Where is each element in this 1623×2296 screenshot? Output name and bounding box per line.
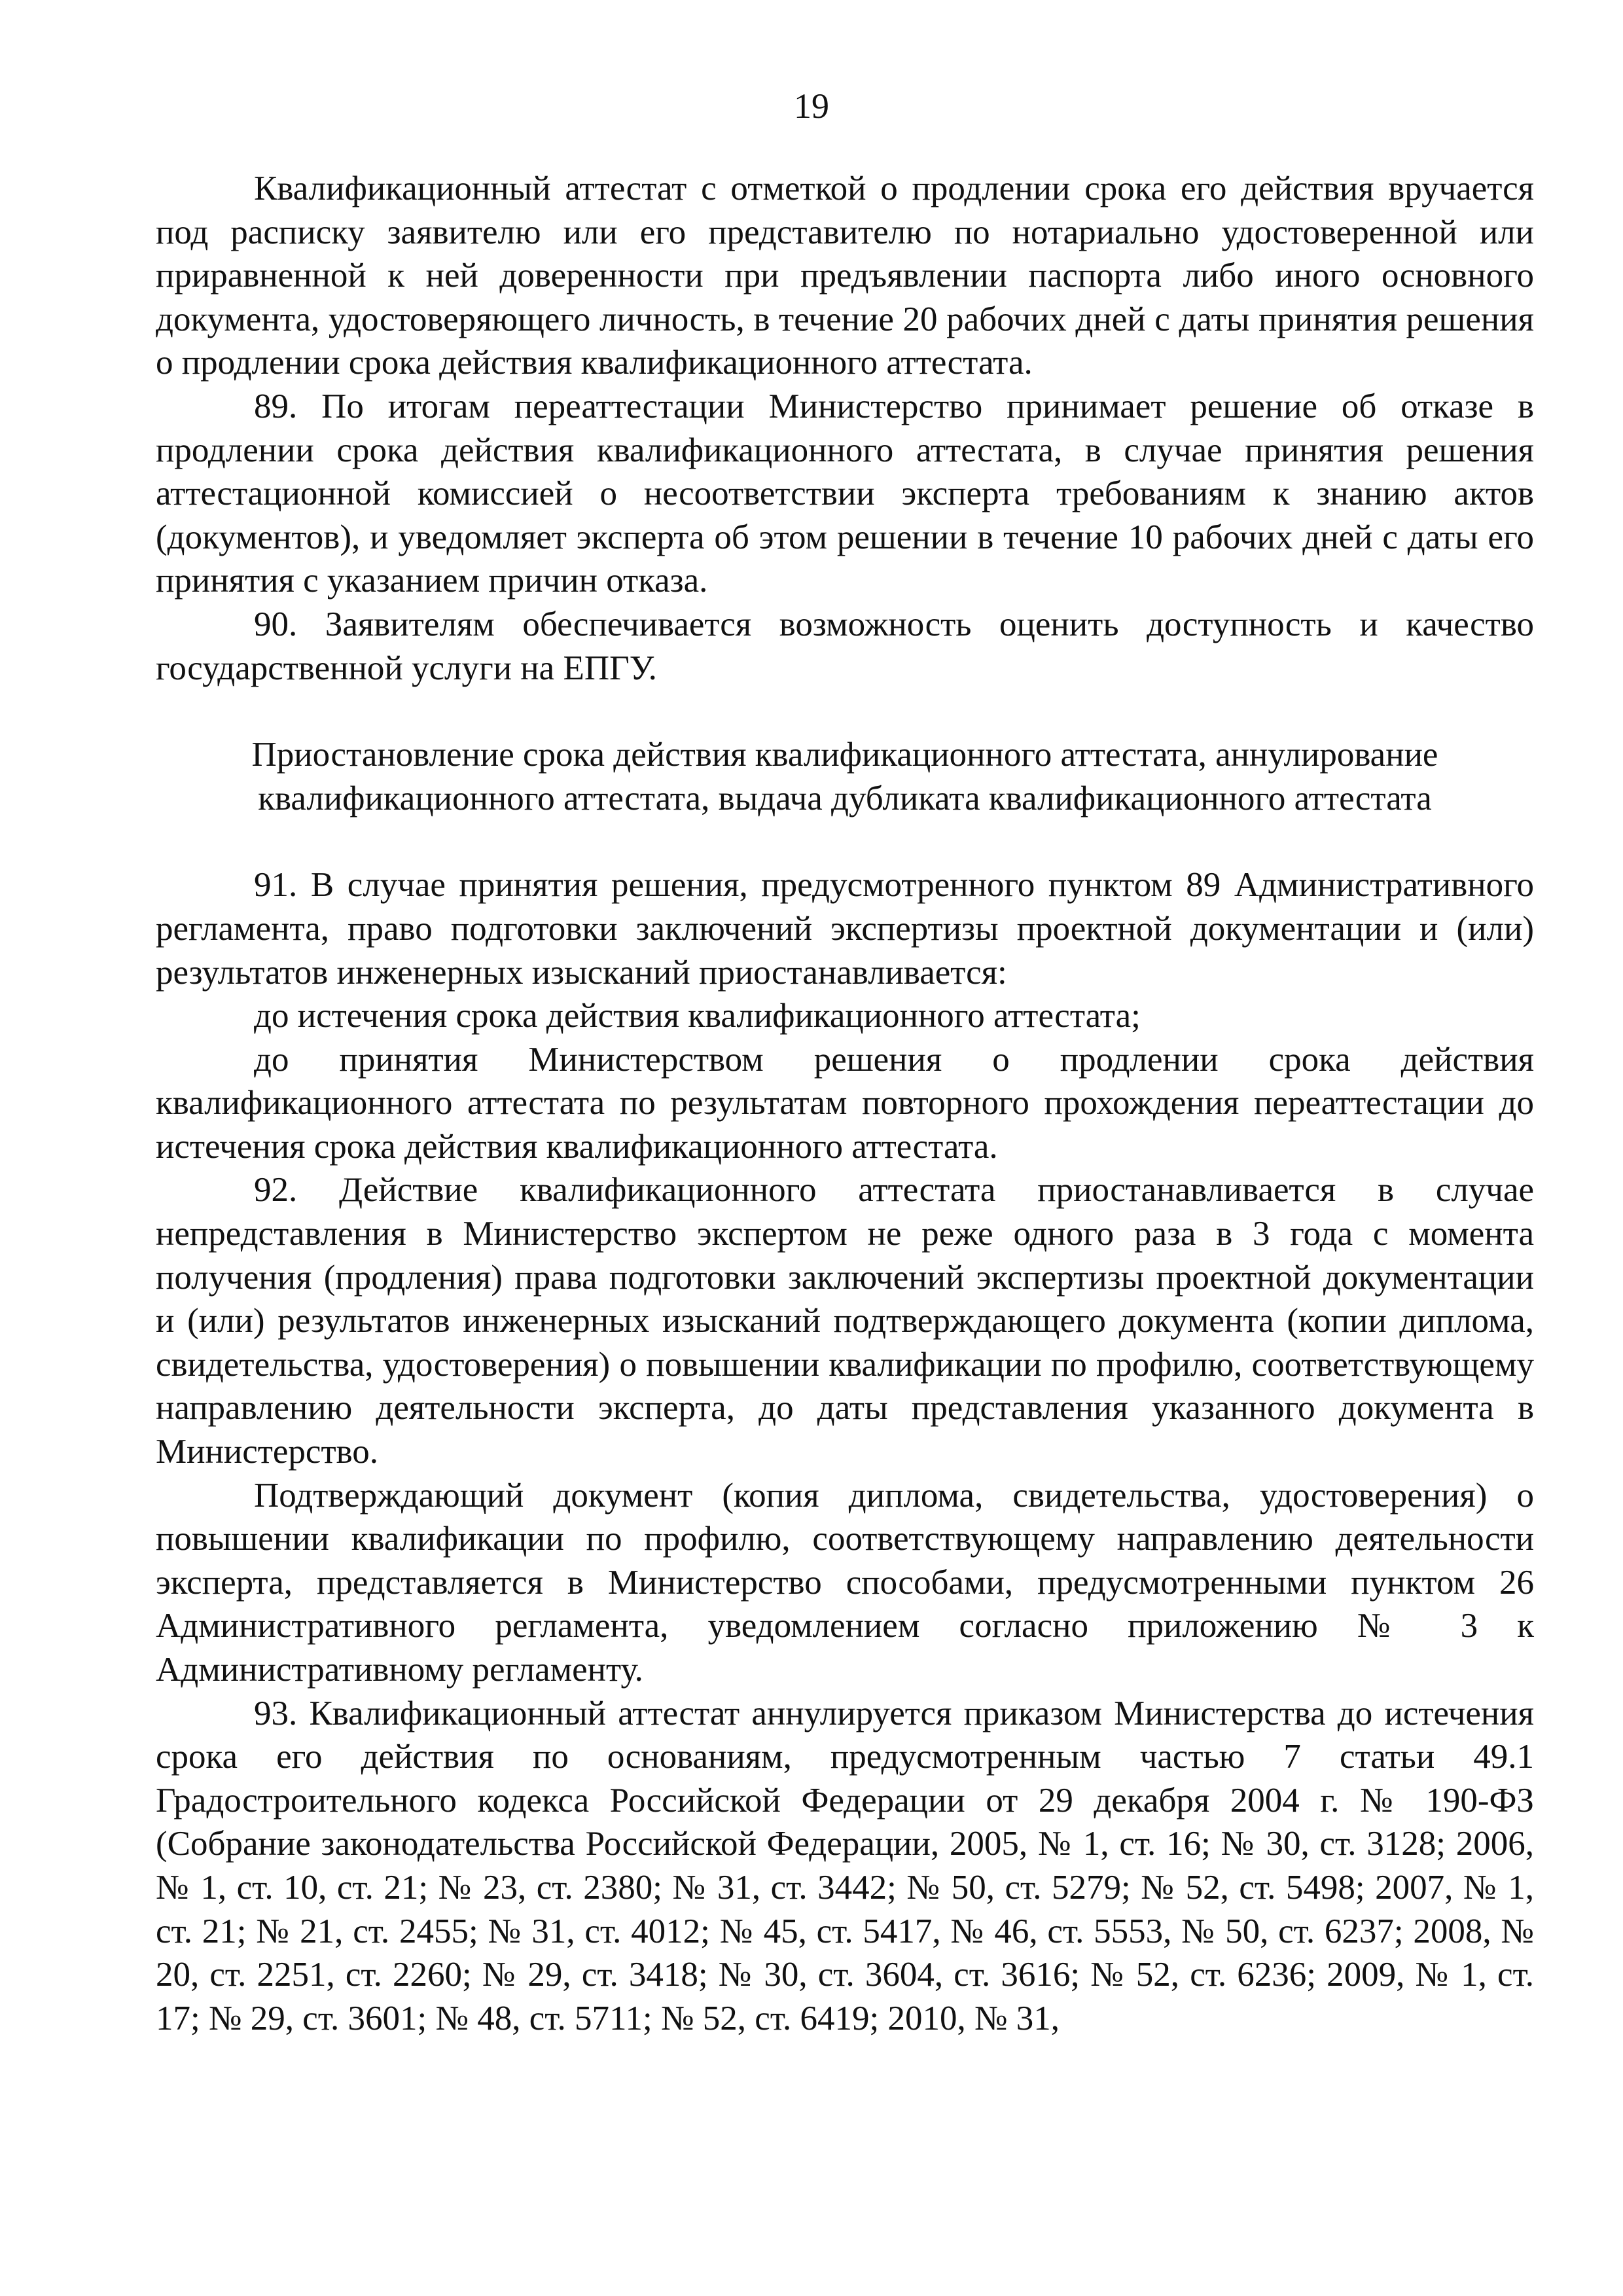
paragraph-91-item-1: до истечения срока действия квалификационного аттестата; — [254, 997, 1141, 1035]
paragraph-89: 89. По итогам переаттестации Министерство принимает решение об отказе в продлении срока действия квалификационного аттестата, в случае принятия решения аттестационной комиссией о несоответствии эксперта требованиям к знанию актов (документов), и уведомляет эксперта об этом решении в течение 10 рабочих дней с даты его принятия с указанием причин отказа. — [156, 387, 1534, 600]
page-number: 19 — [794, 86, 829, 126]
paragraph-93: 93. Квалификационный аттестат аннулируется приказом Министерства до истечения срока его действия по основаниям, предусмотренным частью 7 статьи 49.1 Градостроительного кодекса Российской Федерации от 29 декабря 2004 г. № 190-ФЗ (Собрание законодательства Российской Федерации, 2005, № 1, ст. 16; № 30, ст. 3128; 2006, № 1, ст. 10, ст. 21; № 23, ст. 2380; № 31, ст. 3442; № 50, ст. 5279; № 52, ст. 5498; 2007, № 1, ст. 21; № 21, ст. 2455; № 31, ст. 4012; № 45, ст. 5417, № 46, ст. 5553, № 50, ст. 6237; 2008, № 20, ст. 2251, ст. 2260; № 29, ст. 3418; № 30, ст. 3604, ст. 3616; № 52, ст. 6236; 2009, № 1, ст. 17; № 29, ст. 3601; № 48, ст. 5711; № 52, ст. 6419; 2010, № 31, — [156, 1694, 1534, 2037]
paragraph-90: 90. Заявителям обеспечивается возможность оценить доступность и качество государственной услуги на ЕПГУ. — [156, 605, 1534, 687]
document-body — [156, 167, 1534, 2040]
section-heading-line-1: Приостановление срока действия квалификационного аттестата, аннулирование — [251, 736, 1438, 774]
paragraph-91-item-2: до принятия Министерством решения о продлении срока действия квалификационного аттестата по результатам повторного прохождения переаттестации до истечения срока действия квалификационного аттестата. — [156, 1040, 1534, 1166]
paragraph-certificate-delivery: Квалификационный аттестат с отметкой о продлении срока его действия вручается под расписку заявителю или его представителю по нотариально удостоверенной или приравненной к ней доверенности при предъявлении паспорта либо иного основного документа, удостоверяющего личность, в течение 20 рабочих дней с даты принятия решения о продлении срока действия квалификационного аттестата. — [156, 170, 1534, 382]
paragraph-92-supporting-document: Подтверждающий документ (копия диплома, свидетельства, удостоверения) о повышении квалификации по профилю, соответствующему направлению деятельности эксперта, представляется в Министерство способами, предусмотренными пунктом 26 Административного регламента, уведомлением согласно приложению № 3 к Административному регламенту. — [156, 1476, 1534, 1689]
paragraph-91: 91. В случае принятия решения, предусмотренного пунктом 89 Административного регламента, право подготовки заключений экспертизы проектной документации и (или) результатов инженерных изысканий приостанавливается: — [156, 866, 1534, 992]
section-heading — [156, 733, 1534, 820]
section-heading-line-2: квалификационного аттестата, выдача дубликата квалификационного аттестата — [258, 779, 1432, 817]
paragraph-92: 92. Действие квалификационного аттестата приостанавливается в случае непредставления в Министерство экспертом не реже одного раза в 3 года с момента получения (продления) права подготовки заключений экспертизы проектной документации и (или) результатов инженерных изысканий подтверждающего документа (копии диплома, свидетельства, удостоверения) о повышении квалификации по профилю, соответствующему направлению деятельности эксперта, до даты представления указанного документа в Министерство. — [156, 1171, 1534, 1471]
